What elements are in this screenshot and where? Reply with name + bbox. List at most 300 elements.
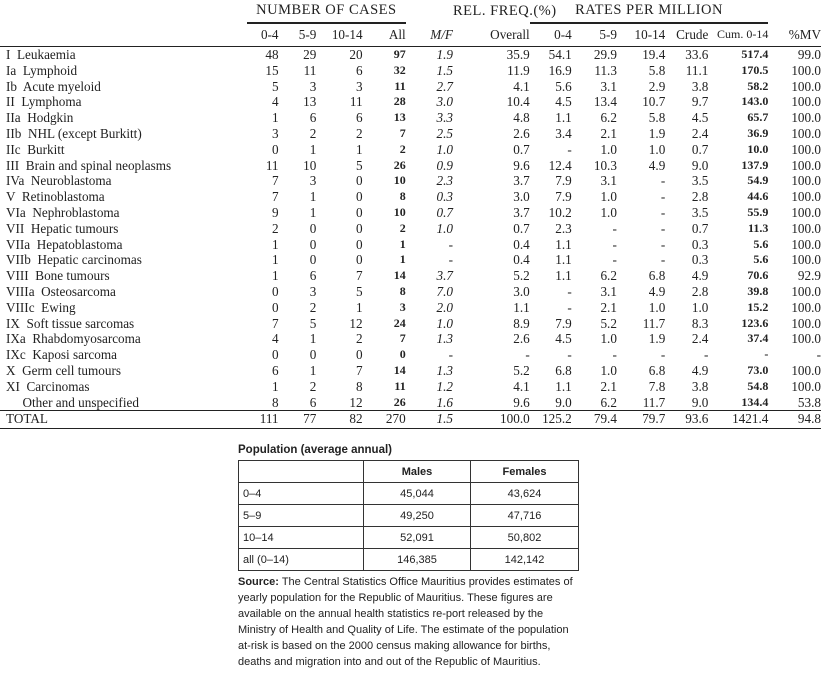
table-cell: 1.0 [436,220,453,236]
table-cell: 9.0 [555,394,572,410]
table-cell: 1.0 [691,299,709,315]
table-cell: 11 [394,378,406,393]
table-cell: 3 [309,78,317,94]
table-cell: 9.0 [691,394,709,410]
table-cell: - [567,141,572,157]
table-cell: 0.3 [436,189,453,205]
table-row [0,268,821,284]
table-cell: 1.0 [436,141,453,157]
population-title: Population (average annual) [238,444,392,456]
table-cell: 1.6 [436,394,453,410]
table-cell: 20 [349,47,363,62]
table-row [0,173,821,189]
row-label: IIa Hodgkin [6,110,74,126]
table-cell: 1 [271,252,279,268]
table-cell: 77 [279,411,317,429]
table-cell: 3.1 [600,78,617,94]
table-cell: 1.0 [600,204,617,220]
row-label: VIIIc Ewing [6,299,76,315]
table-cell: - [660,252,666,268]
table-cell: 33.6 [685,47,709,62]
table-cell: 100.0 [791,299,821,315]
table-cell: 4.1 [513,78,530,94]
group-header-cases: NUMBER OF CASES [247,0,406,23]
table-cell: 100.0 [791,94,821,110]
table-cell: 11.9 [507,62,530,78]
population-females: 50,802 [471,527,579,549]
table-cell: 5.2 [513,268,530,284]
table-cell: 2.7 [436,78,453,94]
table-cell: 1.0 [600,141,617,157]
table-cell: 3.7 [436,268,453,284]
table-cell: - [816,347,821,363]
table-cell: 100.0 [791,283,821,299]
col-header: 0-4 [260,27,279,43]
table-cell: 4 [271,331,279,347]
table-cell: 65.7 [747,110,769,125]
table-cell: 1 [309,362,317,378]
table-cell: 0 [356,173,363,189]
table-cell: 6.8 [555,362,572,378]
table-cell: 3 [271,125,279,141]
table-cell: 111 [247,411,279,429]
table-cell: 6 [356,110,363,126]
table-cell: 8 [356,378,363,394]
table-cell: 10 [303,157,317,173]
table-cell: 0.4 [513,252,530,268]
table-cell: 123.6 [741,315,769,330]
table-cell: 11.3 [748,220,769,235]
row-label: X Germ cell tumours [6,362,121,378]
table-cell: 2.5 [436,125,453,141]
row-label: VIII Bone tumours [6,268,110,284]
table-cell: 1 [309,141,317,157]
total-row [0,411,821,429]
table-cell: 1.1 [555,236,572,252]
table-cell: 8 [399,189,406,204]
table-cell: 0 [271,299,279,315]
table-cell: 1.1 [513,299,530,315]
table-cell: - [525,347,530,363]
table-cell: 3.5 [691,173,709,189]
table-cell: 5 [309,315,317,331]
table-cell: 7 [399,125,406,140]
table-row [0,79,821,95]
table-cell: 0 [356,189,363,205]
table-cell: 8 [399,283,406,298]
table-cell: 0 [271,347,279,363]
table-cell: 6 [309,268,317,284]
row-label: IXa Rhabdomyosarcoma [6,331,141,347]
table-cell: 1 [309,189,317,205]
table-cell: 1.9 [648,125,666,141]
table-cell: 11.7 [642,394,666,410]
table-cell: 100.0 [791,315,821,331]
table-cell: 26 [393,394,406,409]
population-header-age [239,461,364,483]
table-cell: 2.1 [600,378,617,394]
table-cell: 100.0 [791,362,821,378]
table-cell: 2.8 [691,189,709,205]
table-cell: 100.0 [791,110,821,126]
col-header: 5-9 [298,27,317,43]
table-cell: 58.2 [747,78,769,93]
table-cell: 100.0 [791,125,821,141]
table-cell: 137.9 [741,157,769,172]
table-cell: 35.9 [506,47,530,62]
row-label: V Retinoblastoma [6,189,105,205]
table-cell: 9.0 [691,157,709,173]
table-cell: 6 [356,62,363,78]
table-cell: 4.9 [691,362,709,378]
table-cell: 0 [356,347,363,363]
table-row [0,379,821,395]
table-cell: - [612,252,617,268]
table-row [0,189,821,205]
table-cell: 100.0 [791,173,821,189]
table-cell: - [660,204,666,220]
table-cell: 3 [399,299,406,314]
table-cell: 48 [265,47,279,62]
table-cell: 4.9 [691,268,709,284]
table-cell: 54.8 [747,378,769,393]
table-cell: 13 [393,110,406,125]
table-cell: 6.8 [648,268,666,284]
table-cell: 10.3 [593,157,617,173]
table-cell: 4 [271,94,279,110]
table-cell: 11.7 [642,315,666,331]
row-label: Ia Lymphoid [6,62,78,78]
table-row [0,252,821,268]
table-cell: 11 [394,78,406,93]
table-cell: 0 [356,220,363,236]
col-header: Cum. 0-14 [717,27,769,42]
col-header: %MV [788,26,821,42]
table-cell: 517.4 [741,47,769,61]
table-cell: 1.1 [555,378,572,394]
population-males: 52,091 [364,527,471,549]
table-row [0,142,821,158]
table-cell: 6 [309,394,317,410]
table-cell: 10.2 [548,204,572,220]
table-cell: 0.3 [691,252,709,268]
table-cell: 0 [309,347,317,363]
table-cell: 100.0 [453,411,530,429]
row-label: III Brain and spinal neoplasms [6,157,172,173]
table-cell: - [567,299,572,315]
table-cell: - [703,347,709,363]
table-cell: 1 [271,236,279,252]
table-cell: 53.8 [797,394,821,410]
population-header-males: Males [364,461,471,483]
table-cell: 2.3 [555,220,572,236]
table-cell: 100.0 [791,220,821,236]
population-row [239,505,579,527]
table-cell: 82 [316,411,362,429]
table-cell: 29 [303,47,317,62]
table-cell: 0.7 [691,220,709,236]
population-row [239,549,579,571]
table-cell: 2 [356,331,363,347]
table-cell: 0.7 [691,141,709,157]
table-cell: 1.3 [436,331,453,347]
table-cell: 1 [356,141,363,157]
table-cell: 16.9 [548,62,572,78]
table-cell: - [660,236,666,252]
table-cell: 1.0 [600,362,617,378]
population-females: 47,716 [471,505,579,527]
table-cell: - [567,283,572,299]
table-row [0,331,821,347]
table-cell: 3.1 [600,173,617,189]
table-cell: 5 [356,283,363,299]
population-panel [238,444,578,670]
table-row [0,300,821,316]
table-cell: 92.9 [797,268,821,284]
population-males: 49,250 [364,505,471,527]
table-cell: 3.0 [436,94,453,110]
table-cell: 2.8 [691,283,709,299]
table-cell: 3.7 [513,173,530,189]
table-cell: 0 [356,252,363,268]
table-cell: 1 [309,204,317,220]
table-cell: 10 [393,173,406,188]
table-cell: 100.0 [791,331,821,347]
table-cell: 5.6 [753,236,769,251]
row-label: VIIb Hepatic carcinomas [6,252,142,268]
table-cell: - [448,236,453,252]
col-header: Crude [676,27,709,43]
table-cell: 0 [356,236,363,252]
row-label: II Lymphoma [6,94,82,110]
table-cell: 2.1 [600,299,617,315]
table-cell: 70.6 [747,268,769,283]
table-cell: 1421.4 [708,411,768,429]
table-cell: 1 [399,252,406,267]
table-cell: 14 [393,268,406,283]
table-cell: 0 [309,252,317,268]
population-table [238,460,579,571]
table-cell: 0.4 [513,236,530,252]
row-label: IX Soft tissue sarcomas [6,315,135,331]
table-row [0,347,821,363]
table-cell: 13 [303,94,317,110]
table-cell: 55.9 [747,204,769,219]
table-cell: 9.6 [513,394,530,410]
table-cell: 7 [399,331,406,346]
table-cell: 4.5 [555,94,572,110]
table-cell: 6.2 [600,110,617,126]
table-cell: - [660,347,666,363]
table-cell: 4.5 [691,110,709,126]
table-cell: 5.2 [513,362,530,378]
table-cell: 7.8 [648,378,666,394]
table-cell: 1.9 [648,331,666,347]
table-cell: - [612,347,617,363]
table-cell: 3.0 [513,189,530,205]
table-cell: 7.9 [555,173,572,189]
table-cell: 3.0 [513,283,530,299]
table-cell: 3.5 [691,204,709,220]
table-cell: 270 [363,411,406,429]
table-cell: 7 [356,268,363,284]
table-row [0,110,821,126]
row-label: IXc Kaposi sarcoma [6,347,117,363]
table-cell: 1.0 [648,299,666,315]
table-cell: 2.4 [691,125,709,141]
table-cell: 2.9 [648,78,666,94]
table-cell: 2.6 [513,125,530,141]
table-cell: 100.0 [791,157,821,173]
table-cell: 2 [399,141,406,156]
table-cell: 7.0 [436,283,453,299]
table-row [0,221,821,237]
table-cell: 134.4 [741,394,769,409]
table-cell: 19.4 [642,47,666,62]
row-label: XI Carcinomas [6,378,90,394]
table-cell: 10.0 [747,141,769,156]
row-label: VII Hepatic tumours [6,220,119,236]
table-cell: 5.8 [648,62,666,78]
table-cell: - [448,252,453,268]
table-cell: 2 [399,220,406,235]
table-row [0,237,821,253]
source-text: The Central Statistics Office Mauritius provides estimates of yearly population for the Republic of Mauritius. These figures are available on the annual health statistics re-port released by the Ministry of Health and Quality of Life. The estimate of the population at-risk is based on the 2000 census making allowance for births, deaths and migration into and out of the Republic of Mauritius. [238,576,573,668]
population-age: 10–14 [239,527,364,549]
table-cell: 100.0 [791,378,821,394]
table-cell: 97 [393,47,406,61]
table-cell: 28 [393,94,406,109]
table-cell: - [567,347,572,363]
group-header-relfreq: REL. FREQ.(%) [453,2,557,19]
table-cell: 26 [393,157,406,172]
table-cell: 93.6 [665,411,708,429]
table-cell: 15 [265,62,279,78]
table-cell: 0.7 [513,141,530,157]
population-males: 146,385 [364,549,471,571]
table-cell: 32 [393,62,406,77]
table-cell: - [612,236,617,252]
table-cell: 3 [309,283,317,299]
table-cell: 1 [271,378,279,394]
table-row [0,316,821,332]
table-cell: 0 [356,204,363,220]
table-cell: 1.1 [555,268,572,284]
table-cell: 11 [265,157,279,173]
table-cell: 100.0 [791,204,821,220]
table-cell: 100.0 [791,78,821,94]
table-cell: 12.4 [548,157,572,173]
source-note [238,574,578,670]
table-cell: 54.9 [747,173,769,188]
table-cell: 13.4 [593,94,617,110]
table-cell: 6 [271,362,279,378]
table-cell: 4.9 [648,283,666,299]
table-cell: 3.8 [691,78,709,94]
table-cell: 1 [271,110,279,126]
table-cell: 1.0 [436,315,453,331]
table-cell: - [660,173,666,189]
table-row [0,158,821,174]
table-cell: 2 [271,220,279,236]
table-cell: 2.1 [600,125,617,141]
table-cell: 6.2 [600,268,617,284]
table-cell: 10 [393,204,406,219]
table-cell: 10.7 [642,94,666,110]
row-label: Ib Acute myeloid [6,78,101,94]
population-age: 0–4 [239,483,364,505]
table-cell: 6.8 [648,362,666,378]
population-header-females: Females [471,461,579,483]
table-cell: 2 [309,378,317,394]
table-cell: - [612,220,617,236]
table-cell: 3.7 [513,204,530,220]
row-label: VIa Nephroblastoma [6,204,120,220]
row-label: VIIa Hepatoblastoma [6,236,123,252]
table-cell: 0.7 [513,220,530,236]
table-cell: - [448,347,453,363]
table-cell: 2 [309,125,317,141]
table-cell: 7 [271,173,279,189]
table-cell: 4.5 [555,331,572,347]
table-cell: 3.8 [691,378,709,394]
table-cell: 5.6 [753,252,769,267]
table-cell: 0 [309,220,317,236]
table-row [0,284,821,300]
table-cell: 1 [309,331,317,347]
table-cell: 1.0 [600,331,617,347]
table-cell: 2.6 [513,331,530,347]
row-label: VIIIa Osteosarcoma [6,283,116,299]
col-header: 0-4 [554,27,572,43]
table-cell: 1 [399,236,406,251]
table-cell: 0.7 [436,204,453,220]
table-row [0,363,821,379]
table-cell: 4.8 [513,110,530,126]
col-header: 10-14 [634,27,666,43]
table-cell: 7.9 [555,189,572,205]
table-cell: 1 [271,268,279,284]
table-cell: 44.6 [747,189,769,204]
population-females: 142,142 [471,549,579,571]
table-cell: 4.1 [513,378,530,394]
table-cell: 1.0 [648,141,666,157]
table-cell: 94.8 [768,411,821,429]
table-row [0,395,821,411]
table-cell: 54.1 [548,47,572,62]
table-row [0,47,821,63]
total-label: TOTAL [0,411,247,429]
table-cell: 3 [309,173,317,189]
table-cell: 2.3 [436,173,453,189]
table-cell: 7 [356,362,363,378]
table-cell: 10.4 [506,94,530,110]
table-cell: 2.0 [436,299,453,315]
table-cell: 73.0 [747,362,769,377]
table-cell: 7.9 [555,315,572,331]
table-cell: 5.2 [600,315,617,331]
table-cell: 39.8 [747,283,769,298]
table-cell: 5 [356,157,363,173]
table-cell: 0 [309,236,317,252]
col-header: M/F [430,26,453,42]
col-header: 5-9 [599,27,617,43]
table-cell: 5.6 [555,78,572,94]
table-cell: 8.9 [513,315,530,331]
table-cell: 6 [309,110,317,126]
table-cell: 1.1 [555,252,572,268]
table-cell: 7 [271,315,279,331]
